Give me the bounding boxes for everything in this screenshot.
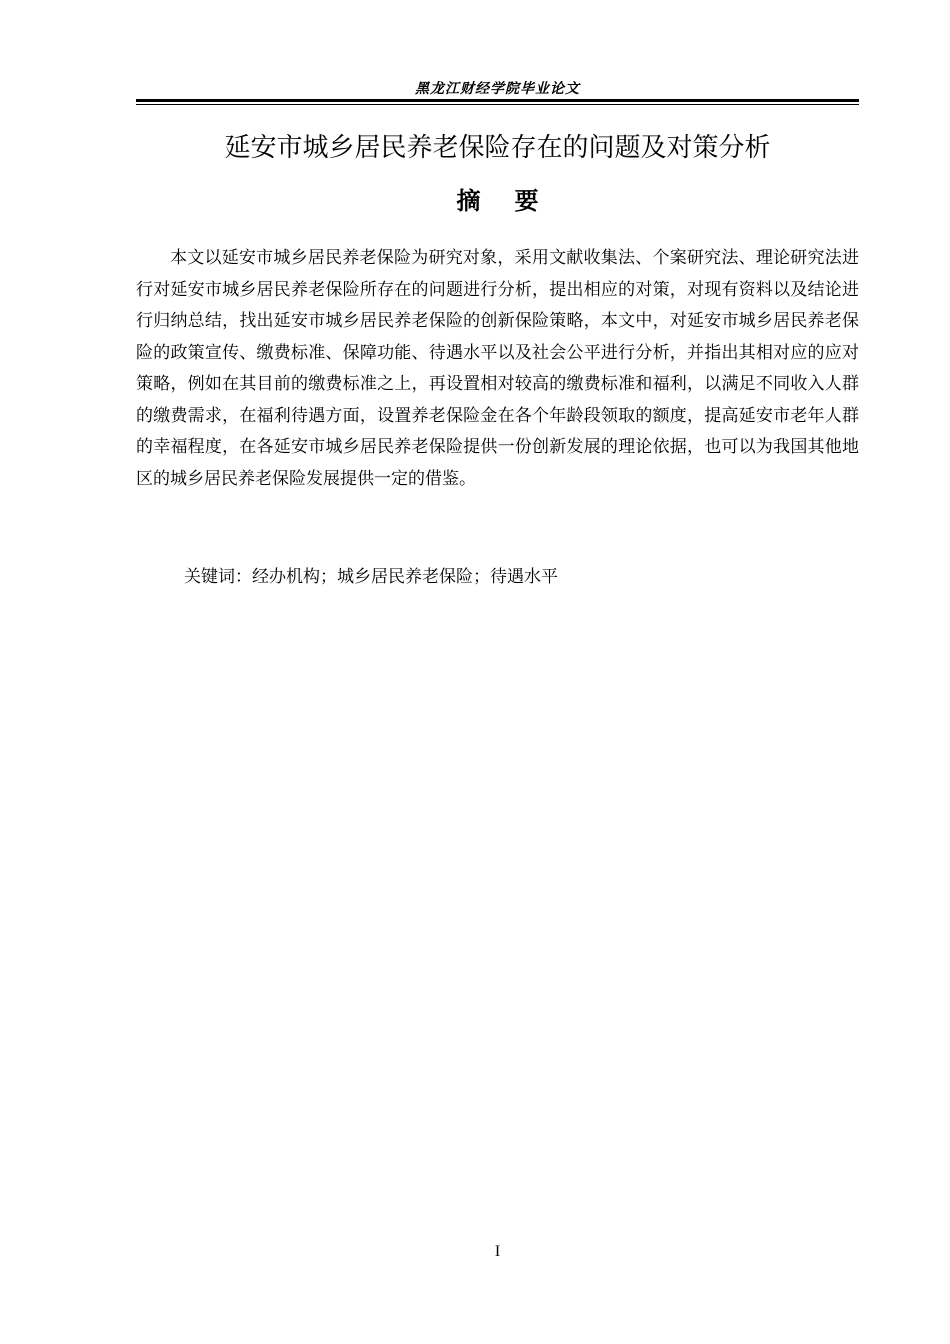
abstract-heading: 摘要 (456, 187, 573, 215)
header-rule-thick (136, 99, 859, 102)
page-number: I (494, 1243, 501, 1260)
keywords-value: 经办机构；城乡居民养老保险；待遇水平 (252, 567, 558, 587)
abstract-body: 本文以延安市城乡居民养老保险为研究对象，采用文献收集法、个案研究法、理论研究法进行对延安市城乡居民养老保险所存在的问题进行分析，提出相应的对策，对现有资料以及结论进行归纳总结，找出延安市城乡居民养老保险的创新保险策略，本文中，对延安市城乡居民养老保险的政策宣传、缴费标准、保障功能、待遇水平以及社会公平进行分析，并指出其相对应的应对策略，例如在其目前的缴费标准之上，再设置相对较高的缴费标准和福利，以满足不同收入人群的缴费需求，在福利待遇方面，设置养老保险金在各个年龄段领取的额度，提高延安市老年人群的幸福程度，在各延安市城乡居民养老保险提供一份创新发展的理论依据，也可以为我国其他地区的城乡居民养老保险发展提供一定的借鉴。 (136, 248, 859, 489)
header-rule-thin (136, 104, 859, 105)
document-title: 延安市城乡居民养老保险存在的问题及对策分析 (224, 133, 771, 163)
keywords-line (184, 565, 558, 589)
keywords-label: 关键词： (184, 567, 252, 587)
running-header: 黑龙江财经学院毕业论文 (415, 81, 580, 97)
